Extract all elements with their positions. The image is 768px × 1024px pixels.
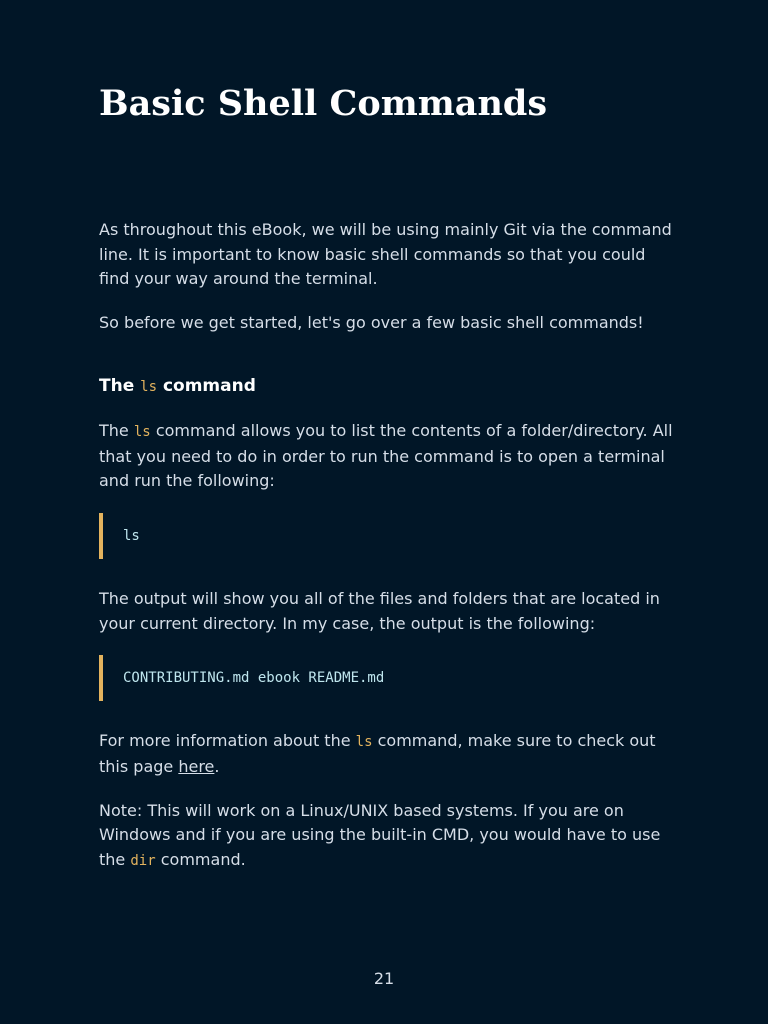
heading-inline-code: ls <box>140 378 158 395</box>
more-info-before: For more information about the <box>99 731 351 751</box>
note-paragraph <box>99 799 674 874</box>
heading-prefix: The <box>99 375 135 396</box>
more-info-end: . <box>214 757 220 777</box>
section-heading <box>99 373 674 400</box>
ls-desc-before: The <box>99 420 129 440</box>
heading-suffix: command <box>162 375 256 396</box>
more-info-after: command, make sure to check out this page <box>99 731 656 777</box>
page-content <box>99 218 674 874</box>
output-description-paragraph: The output will show you all of the files and folders that are located in your current directory. In my case, the output is the following: <box>99 588 660 633</box>
note-inline-code: dir <box>130 853 156 870</box>
code-block-ls-text: ls <box>123 527 140 544</box>
ls-desc-after: command allows you to list the contents of a folder/directory. All that you need to do in order to run the command is to open a terminal and run the following: <box>99 420 673 491</box>
page-number: 21 <box>373 969 395 988</box>
code-block-output <box>99 655 674 701</box>
code-block-output-text: CONTRIBUTING.md ebook README.md <box>123 670 385 687</box>
ls-desc-inline-code: ls <box>133 423 151 440</box>
note-before: Note: This will work on a Linux/UNIX based systems. If you are on Windows and if you are using the built-in CMD, you would have to use the <box>99 800 661 870</box>
ls-description-paragraph <box>99 419 674 494</box>
more-info-inline-code: ls <box>355 734 373 751</box>
note-after: command. <box>160 850 246 870</box>
here-link[interactable]: here <box>178 757 215 777</box>
intro-paragraph-2: So before we get started, let's go over a few basic shell commands! <box>99 313 644 333</box>
chapter-title: Basic Shell Commands <box>99 83 548 124</box>
intro-paragraph-1: As throughout this eBook, we will be using mainly Git via the command line. It is important to know basic shell commands so that you could find your way around the terminal. <box>99 220 672 289</box>
more-info-paragraph <box>99 729 674 779</box>
code-block-ls <box>99 513 674 559</box>
